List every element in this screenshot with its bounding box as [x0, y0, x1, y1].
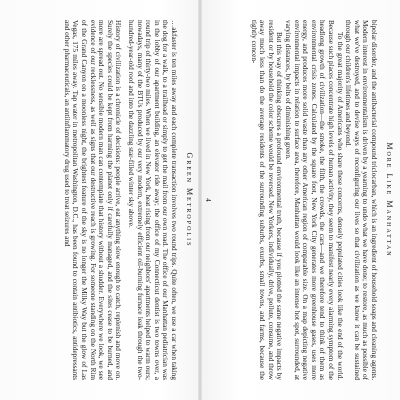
right-page-text — [218, 20, 378, 380]
page-number-right: 4 — [204, 198, 212, 202]
section-paragraph: History of civilization is a chronicle of decisions: people arrive, eat anything slow enough to catch, replenish and move on. Surely the species could be kept from harming the planet only if carefully managed, and the sites cease to be burned, and more are spread out. No sensible modern man can contemplate that history without a shudder. Everywhere we look, we see evidence of our recklessness, as well as signs that our destructive reach is growing. For someone standing on the North Rim of the Grand Canyon on a moonless night, the brightest feature of the sky is no longer the Milky Way but the glow of Las Vegas, 175 miles away. Tap water in metropolitan Washington, D.C., has been found to contain antibiotics, antidepressants and other pharmaceuticals, an antiinflammatory drug used to treat seizures and — [62, 20, 123, 380]
paragraph: …akfaster is ten miles away and each complete transaction involves two round trips. Quite often, we use a car when taking the dog for a walk, to a trailhead or simply to get the mail from our own road. The office of our Manhattan pediatrician was in the lobby of our apartment building, an elevator ride away; the office of my Connecticut dentist is two towns over, a round trip of thirty-two miles. When we lived in New York, heat rising from our neighbors' apartments helped to warm ours; nowadays, many of the BTUs produced by our very modern, extremely efficient oil-burning furnace leak through the two-hundred-year-old roof and into the dazzling star-filled winter sky above. — [127, 20, 178, 380]
paragraph: To the great majority of Americans who share these concerns, densely populated cities look like the end of the world. Because such places concentrate high levels of human activity, they seem to manifest nearly every alarming symptom of the headlong growth of civilization—the smoke, the filth, the crowds, the cars—and we therefore tend to think of them as environmental crisis zones. Calculated by the square foot, New York City generates more greenhouse gases, uses more energy, and produces more solid waste than any other American region of comparable size. On a map depicting negative environmental impacts in relation to surface area, therefore, Manhattan would look like an intense hot spot, surrounded, at varying distances, by belts of diminishing green. — [284, 20, 344, 380]
right-page — [200, 0, 400, 400]
paragraph: bipolar disorder, and the antibacterial compound triclocarban, which is an ingredient of household soaps and cleaning agents. Modern interest in environmentalism is driven by a yearning to undo what we have done; to restore, as much as possible of what we've destroyed, and to devise ways of reconfiguring our lives so that civilization as we know it can be sustained through our children's lifetimes and beyond. — [344, 20, 378, 380]
running-head-left: Green Metropolis — [185, 152, 194, 248]
paragraph: But this way of thinking obscures a profound environmental truth, because if you plotted the same negative impacts by resident or by household the color scheme would be reversed. New Yorkers, individually, drive, pollute, consume, and throw away much less than do the average residents of the surrounding suburbs, exurbs, small towns, and farms, because the tightly concen- — [249, 20, 284, 380]
left-page-text — [18, 20, 178, 380]
running-head-right: More Like Manhattan — [385, 142, 394, 258]
